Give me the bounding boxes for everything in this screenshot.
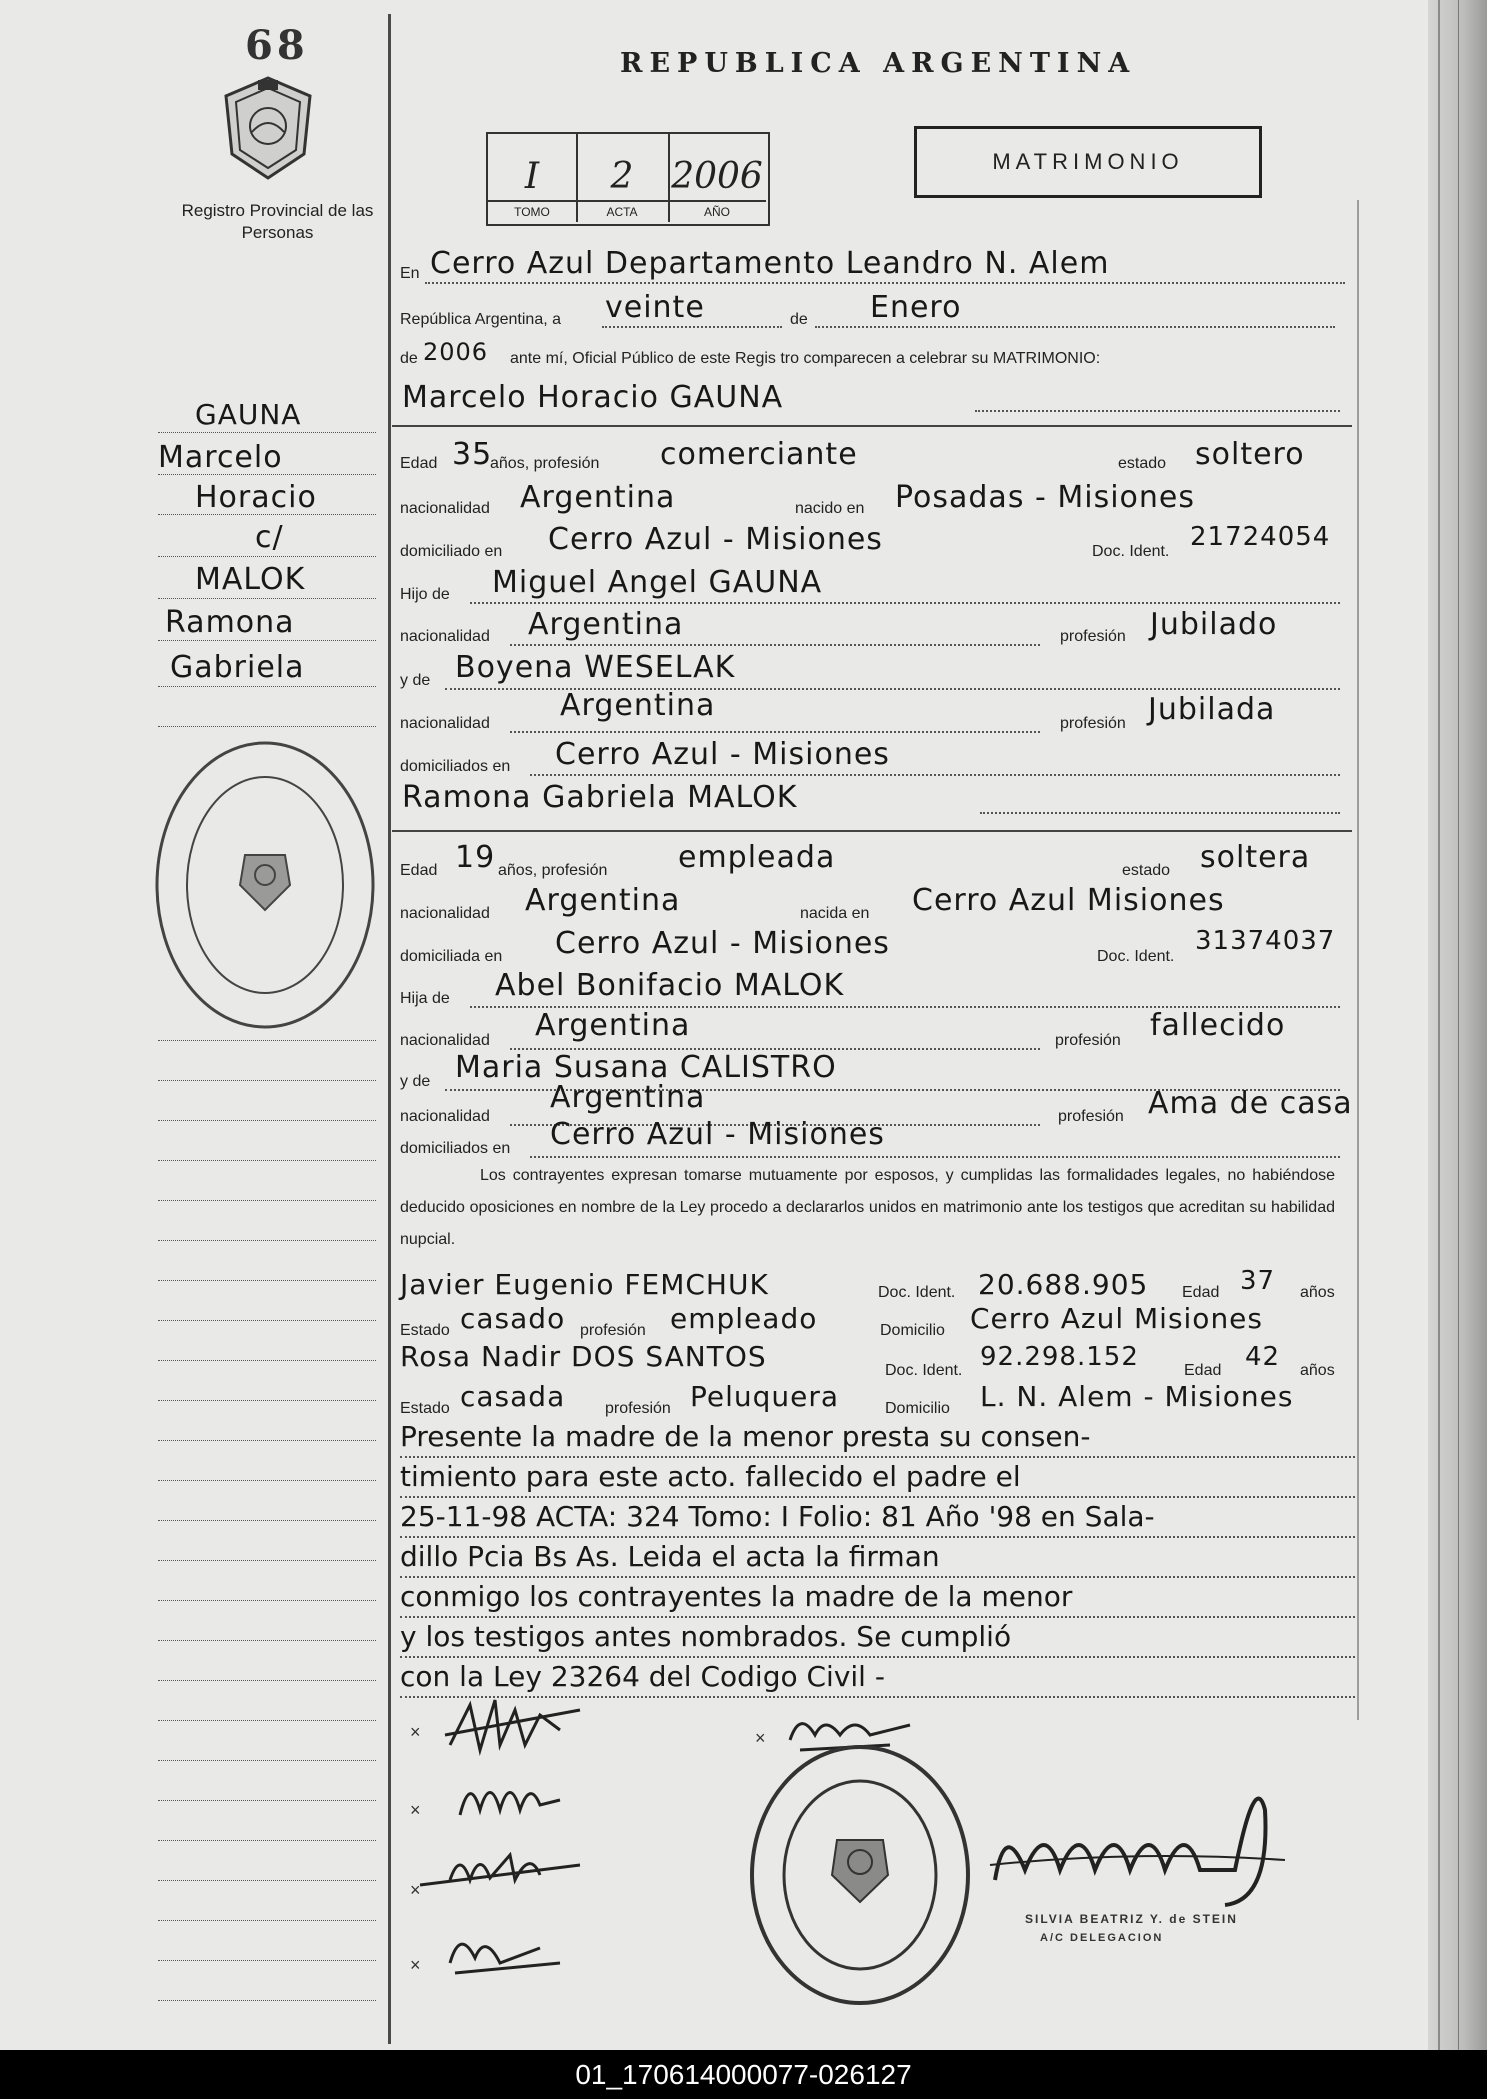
witness-estado: casada: [460, 1380, 566, 1413]
bride-mother: Maria Susana CALISTRO: [455, 1050, 837, 1085]
margin-rule: [158, 1920, 376, 1921]
margin-rule: [158, 1960, 376, 1961]
witness-estado: casado: [460, 1302, 566, 1335]
label-hijo: Hijo de: [400, 586, 450, 603]
label-estado: Estado: [400, 1322, 450, 1339]
place-value: Cerro Azul Departamento Leandro N. Alem: [430, 246, 1110, 281]
bride-estado: soltera: [1200, 840, 1311, 875]
witness-age: 37: [1240, 1266, 1276, 1296]
margin-rule: [158, 1800, 376, 1801]
folio-number: 68: [245, 22, 309, 69]
province-shield-icon: [218, 74, 318, 184]
margin-rule: [158, 1600, 376, 1601]
label-yde: y de: [400, 672, 431, 689]
bride-signature-icon: [455, 1765, 565, 1825]
margin-rule: [158, 432, 376, 433]
label-profesion: profesión: [580, 1322, 646, 1339]
witness-profession: Peluquera: [690, 1380, 840, 1413]
margin-rule: [158, 1240, 376, 1241]
margin-line: Gabriela: [170, 650, 305, 685]
label-nacionalidad: nacionalidad: [400, 500, 490, 517]
label-nacionalidad: nacionalidad: [400, 905, 490, 922]
label-estado: Estado: [400, 1400, 450, 1417]
witness-domicile: Cerro Azul Misiones: [970, 1302, 1263, 1335]
label-estado: estado: [1118, 455, 1167, 472]
fill-line: [400, 1576, 1355, 1578]
groom-name: Marcelo Horacio GAUNA: [402, 380, 784, 415]
bride-father-nationality: Argentina: [535, 1008, 691, 1043]
groom-mother-nationality: Argentina: [560, 688, 716, 723]
label-doc: Doc. Ident.: [1097, 948, 1175, 965]
margin-rule: [158, 1640, 376, 1641]
observation-line: conmigo los contrayentes la madre de la menor: [400, 1580, 1073, 1613]
groom-father-profession: Jubilado: [1150, 607, 1278, 642]
label-parents-domicile: domiciliados en: [400, 758, 511, 775]
margin-rule: [158, 1400, 376, 1401]
margin-rule: [158, 1720, 376, 1721]
label-anos-profesion: años, profesión: [490, 455, 600, 472]
declaration-text: Los contrayentes expresan tomarse mutuamente por esposos, y cumplidas las formalidades legales, no habiéndose deducido oposiciones en nombre de la Ley procedo a declararlos unidos en matrimonio ante los testigos que acreditan su habilidad nupcial.: [400, 1167, 1335, 1248]
margin-rule: [158, 556, 376, 557]
groom-signature-icon: [440, 1690, 590, 1760]
record-type-box: [914, 126, 1262, 198]
groom-mother-profession: Jubilada: [1148, 692, 1276, 727]
acta-cell: [576, 134, 670, 222]
margin-rule: [158, 1440, 376, 1441]
margin-rule: [158, 1480, 376, 1481]
fill-line: [400, 1456, 1355, 1458]
label-father-nationality: nacionalidad: [400, 628, 490, 645]
official-role: A/C DELEGACION: [1040, 1932, 1164, 1944]
label-anos-profesion: años, profesión: [498, 862, 608, 879]
margin-rule: [158, 1680, 376, 1681]
margin-rule: [158, 1160, 376, 1161]
bride-father-profession: fallecido: [1150, 1008, 1286, 1043]
observation-line: Presente la madre de la menor presta su consen-: [400, 1420, 1091, 1453]
margin-line: Horacio: [195, 480, 317, 515]
margin-rule: [158, 1840, 376, 1841]
signature-mark: ×: [410, 1955, 421, 1975]
fill-line: [470, 602, 1340, 604]
label-doc: Doc. Ident.: [885, 1362, 963, 1379]
witness-name: Javier Eugenio FEMCHUK: [400, 1268, 769, 1301]
margin-rule: [158, 1120, 376, 1121]
ano-label: AÑO: [668, 200, 766, 222]
bride-father: Abel Bonifacio MALOK: [495, 968, 845, 1003]
fill-line: [400, 1536, 1355, 1538]
bride-birthplace: Cerro Azul Misiones: [912, 883, 1225, 918]
label-mother-nationality: nacionalidad: [400, 715, 490, 732]
month-value: Enero: [870, 290, 962, 325]
witness-age: 42: [1245, 1342, 1281, 1372]
margin-rule: [158, 1520, 376, 1521]
groom-father: Miguel Angel GAUNA: [492, 565, 823, 600]
acta-label: ACTA: [576, 200, 668, 222]
fill-line: [602, 326, 782, 328]
bride-doc: 31374037: [1195, 926, 1336, 956]
signature-mark: ×: [755, 1728, 766, 1748]
fill-line: [530, 774, 1340, 776]
margin-rule: [158, 1320, 376, 1321]
label-en: En: [400, 265, 420, 282]
margin-line: Ramona: [165, 605, 295, 640]
label-domiciliado: domiciliado en: [400, 543, 503, 560]
label-edad: Edad: [400, 862, 438, 879]
bride-mother-profession: Ama de casa: [1148, 1086, 1353, 1121]
year-value: 2006: [423, 338, 489, 366]
fill-line: [975, 410, 1340, 412]
groom-profession: comerciante: [660, 437, 858, 472]
groom-estado: soltero: [1195, 437, 1305, 472]
margin-rule: [158, 474, 376, 475]
label-edad: Edad: [400, 455, 438, 472]
margin-rule: [158, 1040, 376, 1041]
document-id: 01_170614000077-026127: [575, 2059, 912, 2090]
book-edge: [1428, 0, 1487, 2050]
label-edad: Edad: [1184, 1362, 1222, 1379]
label-de: de: [790, 311, 808, 328]
margin-rule: [158, 640, 376, 641]
ano-value: 2006: [671, 156, 763, 197]
margin-line: Marcelo: [158, 440, 283, 475]
groom-doc: 21724054: [1190, 522, 1331, 552]
label-nacido: nacido en: [795, 500, 865, 517]
groom-nationality: Argentina: [520, 480, 676, 515]
margin-line: c/: [255, 520, 284, 555]
margin-rule: [158, 1760, 376, 1761]
label-doc: Doc. Ident.: [1092, 543, 1170, 560]
label-mother-profession: profesión: [1060, 715, 1126, 732]
signature-mark: ×: [410, 1800, 421, 1820]
mother-signature-icon: [410, 1840, 590, 1900]
fill-line: [400, 1616, 1355, 1618]
tomo-cell: [488, 134, 578, 222]
acta-value: 2: [610, 156, 634, 197]
observation-line: dillo Pcia Bs As. Leida el acta la firman: [400, 1540, 940, 1573]
margin-rule: [158, 686, 376, 687]
label-republica: República Argentina, a: [400, 311, 561, 328]
signature-mark: ×: [410, 1880, 421, 1900]
witness-profession: empleado: [670, 1302, 818, 1335]
witness-domicile: L. N. Alem - Misiones: [980, 1380, 1294, 1413]
groom-age: 35: [452, 437, 493, 472]
bride-domicile: Cerro Azul - Misiones: [555, 926, 890, 961]
groom-domicile: Cerro Azul - Misiones: [548, 522, 883, 557]
label-parents-domicile: domiciliados en: [400, 1140, 511, 1157]
section-rule: [392, 830, 1352, 832]
bride-name: Ramona Gabriela MALOK: [402, 780, 798, 815]
label-nacida: nacida en: [800, 905, 870, 922]
groom-birthplace: Posadas - Misiones: [895, 480, 1195, 515]
day-value: veinte: [605, 290, 705, 325]
observation-line: timiento para este acto. fallecido el padre el: [400, 1460, 1021, 1493]
margin-rule: [158, 1280, 376, 1281]
margin-rule: [158, 1880, 376, 1881]
groom-mother: Boyena WESELAK: [455, 650, 736, 685]
observation-line: y los testigos antes nombrados. Se cumplió: [400, 1620, 1012, 1653]
label-hija: Hija de: [400, 990, 450, 1007]
label-anos: años: [1300, 1284, 1335, 1301]
fill-line: [400, 1496, 1355, 1498]
statement: ante mí, Oficial Público de este Regis tro comparecen a celebrar su MATRIMONIO:: [510, 350, 1101, 367]
registry-name: Registro Provincial de las Personas: [181, 201, 374, 242]
label-profesion: profesión: [605, 1400, 671, 1417]
margin-rule: [158, 726, 376, 727]
label-mother-profession: profesión: [1058, 1108, 1124, 1125]
margin-rule: [158, 1200, 376, 1201]
label-estado: estado: [1122, 862, 1171, 879]
fill-line: [400, 1656, 1355, 1658]
fill-line: [980, 812, 1340, 814]
fill-line: [815, 326, 1335, 328]
official-name: SILVIA BEATRIZ Y. de STEIN: [1025, 1912, 1238, 1926]
right-rule: [1357, 200, 1359, 1720]
bride-age: 19: [455, 840, 496, 875]
witness-doc: 20.688.905: [978, 1268, 1149, 1301]
label-domiciliada: domiciliada en: [400, 948, 503, 965]
margin-rule: [158, 598, 376, 599]
margin-rule: [158, 1560, 376, 1561]
margin-rule: [158, 2000, 376, 2001]
fill-line: [530, 1156, 1340, 1158]
fill-line: [510, 644, 1040, 646]
witness-doc: 92.298.152: [980, 1342, 1139, 1372]
label-father-nationality: nacionalidad: [400, 1032, 490, 1049]
observation-line: con la Ley 23264 del Codigo Civil -: [400, 1660, 885, 1693]
bride-nationality: Argentina: [525, 883, 681, 918]
registration-box: [486, 132, 770, 226]
record-type: MATRIMONIO: [992, 149, 1184, 174]
fill-line: [510, 731, 1040, 733]
registry-stamp-icon: [150, 735, 380, 1035]
label-mother-nationality: nacionalidad: [400, 1108, 490, 1125]
section-rule: [392, 425, 1352, 427]
label-yde: y de: [400, 1073, 431, 1090]
groom-parents-domicile: Cerro Azul - Misiones: [555, 737, 890, 772]
official-signature-icon: [985, 1760, 1305, 1910]
label-father-profession: profesión: [1055, 1032, 1121, 1049]
label-anos: años: [1300, 1362, 1335, 1379]
label-father-profession: profesión: [1060, 628, 1126, 645]
label-domicilio: Domicilio: [880, 1322, 945, 1339]
witness-name: Rosa Nadir DOS SANTOS: [400, 1340, 767, 1373]
margin-line: MALOK: [195, 562, 306, 597]
margin-line: GAUNA: [195, 398, 302, 431]
fill-line: [425, 282, 1345, 284]
label-edad: Edad: [1182, 1284, 1220, 1301]
witness2-signature-icon: [440, 1918, 570, 1983]
tomo-value: I: [524, 156, 540, 197]
bride-profession: empleada: [678, 840, 836, 875]
registry-stamp-icon: [745, 1740, 975, 2010]
tomo-label: TOMO: [488, 200, 576, 222]
observation-line: 25-11-98 ACTA: 324 Tomo: I Folio: 81 Año '98 en Sala-: [400, 1500, 1155, 1533]
margin-rule: [158, 1360, 376, 1361]
groom-father-nationality: Argentina: [528, 607, 684, 642]
margin-rule: [158, 514, 376, 515]
bride-mother-nationality: Argentina: [550, 1080, 706, 1115]
bride-parents-domicile: Cerro Azul - Misiones: [550, 1117, 885, 1152]
label-de2: de: [400, 350, 418, 367]
label-domicilio: Domicilio: [885, 1400, 950, 1417]
label-doc: Doc. Ident.: [878, 1284, 956, 1301]
signature-mark: ×: [410, 1722, 421, 1742]
ano-cell: [668, 134, 766, 222]
margin-rule: [158, 1080, 376, 1081]
country-title: REPUBLICA ARGENTINA: [620, 48, 1137, 79]
margin-divider: [388, 14, 391, 2044]
